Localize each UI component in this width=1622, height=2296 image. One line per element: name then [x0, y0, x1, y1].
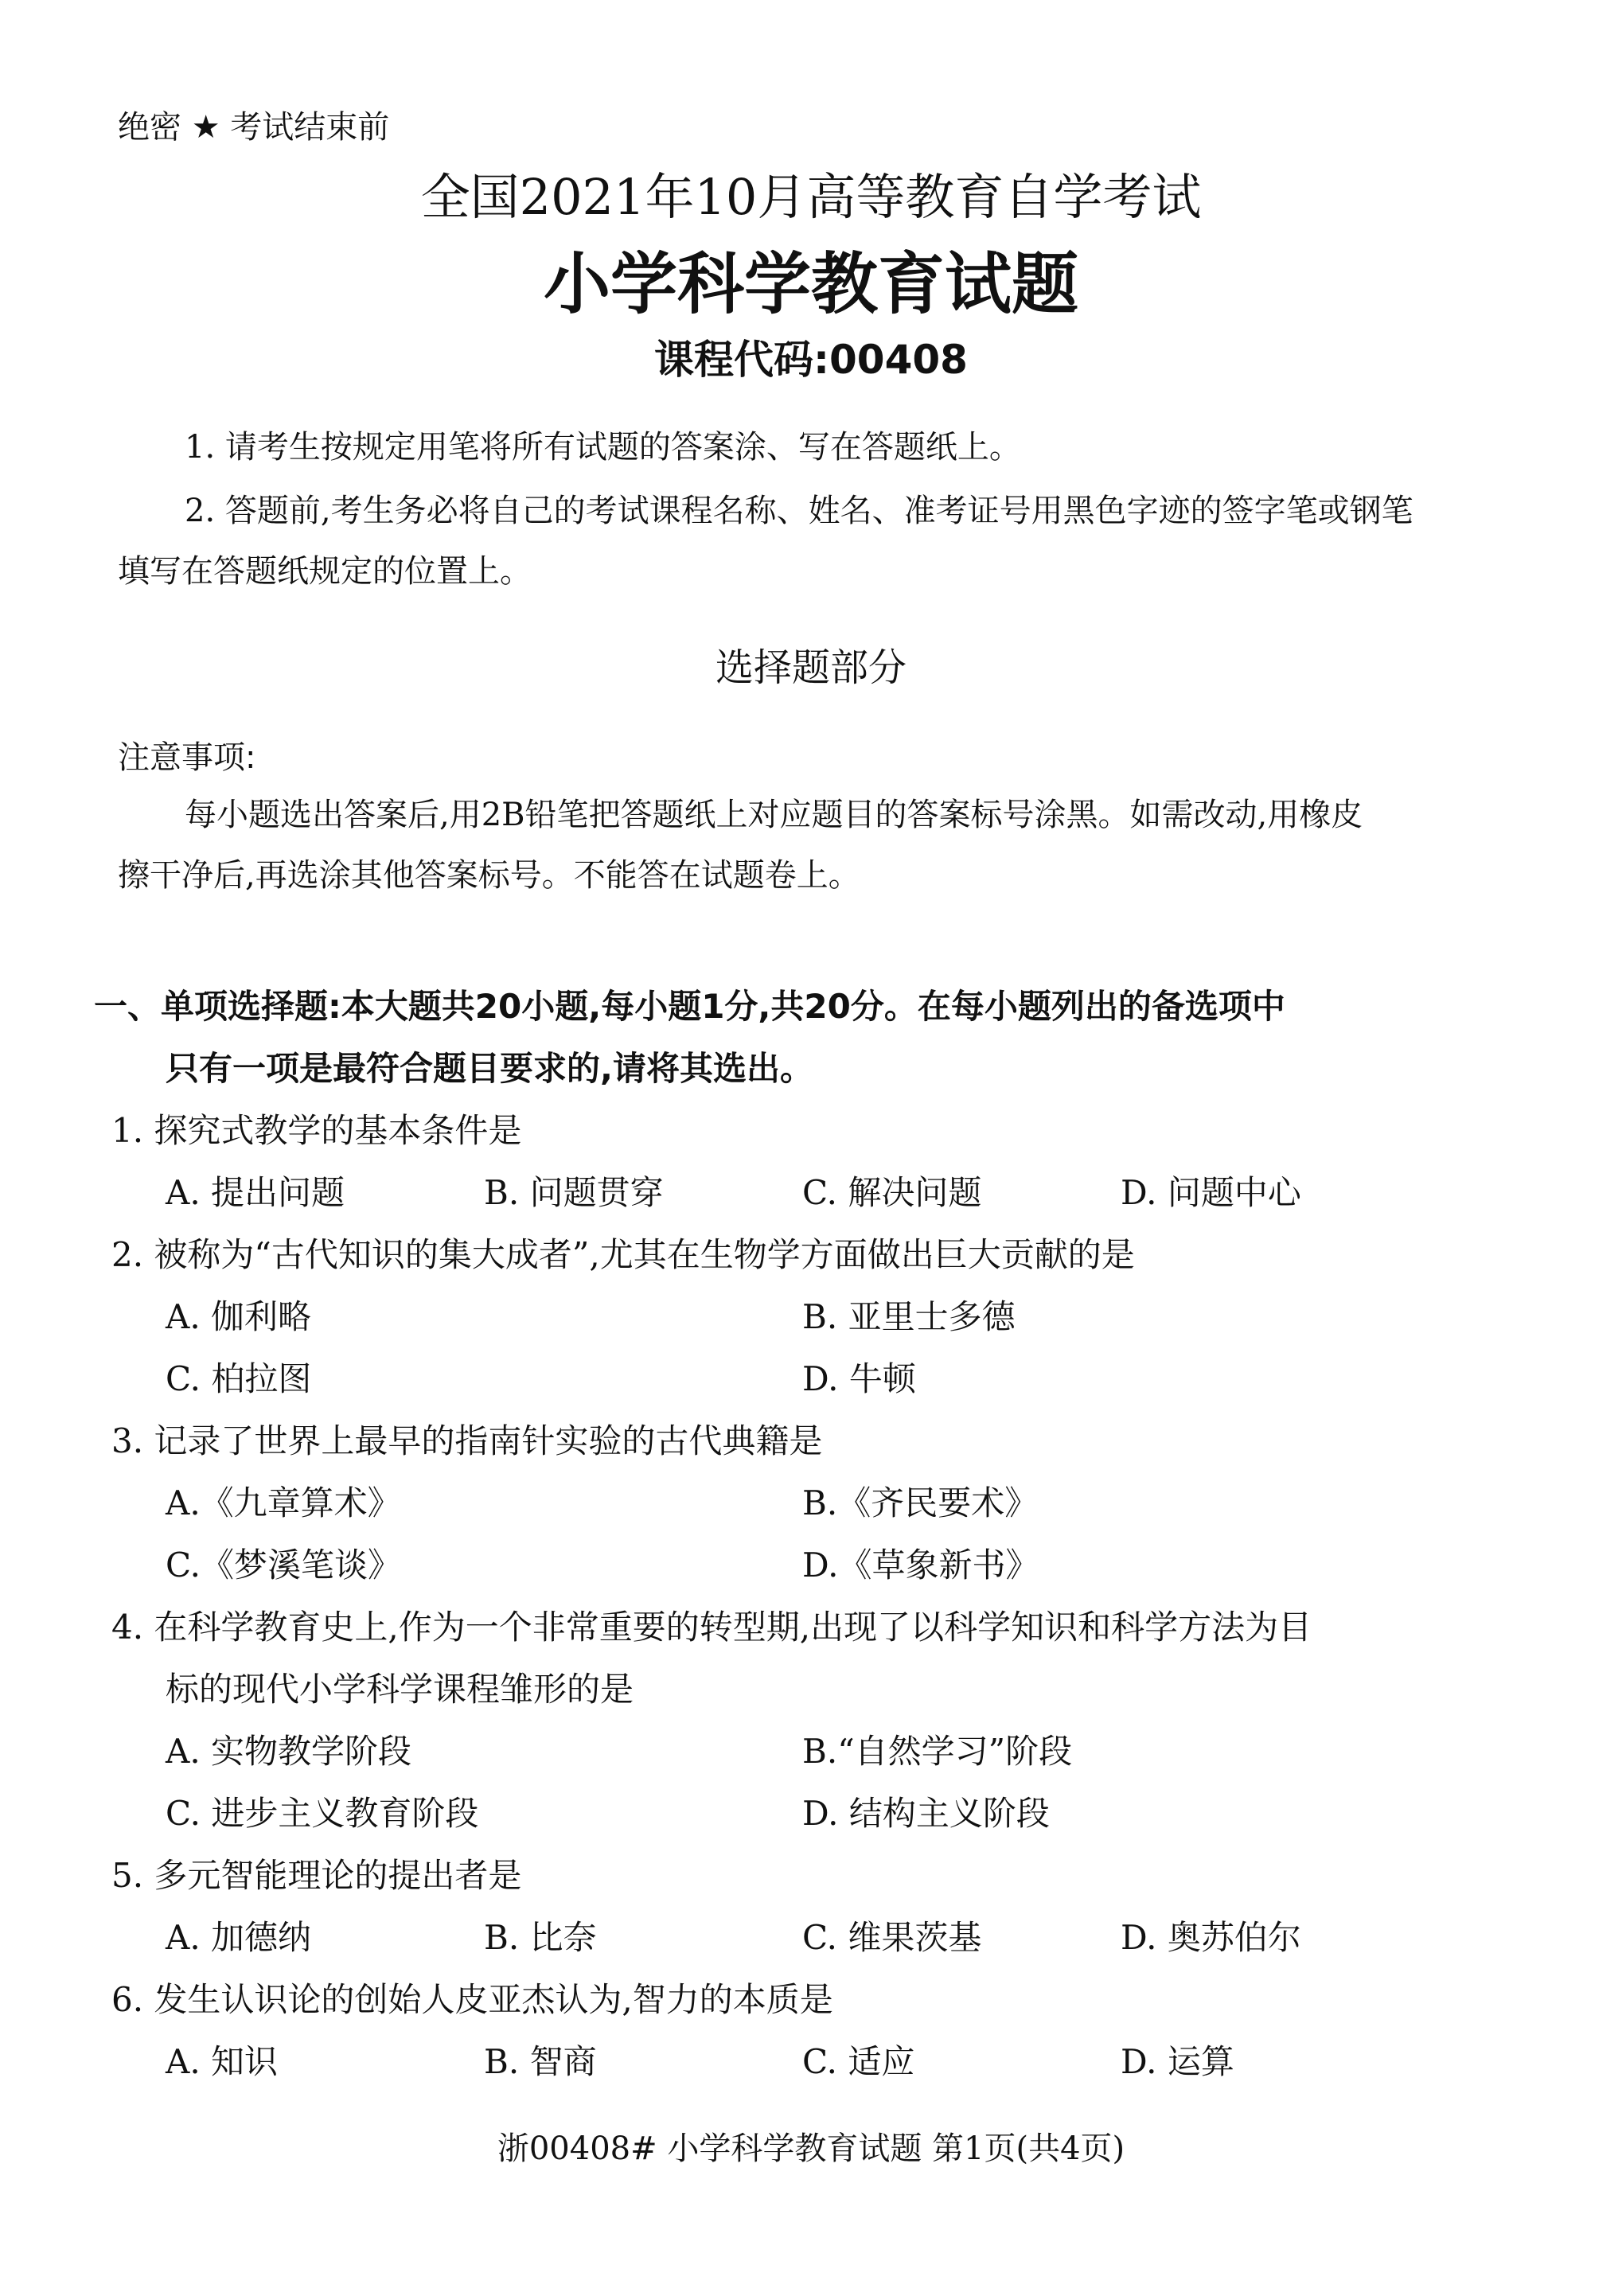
question-6-option-b: B. 智商 [484, 2042, 597, 2081]
part1-heading-line1: 一、单项选择题:本大题共20小题,每小题1分,共20分。在每小题列出的备选项中 [94, 987, 1285, 1026]
question-2-option-d: D. 牛顿 [802, 1359, 916, 1398]
question-5-option-a: A. 加德纳 [166, 1918, 312, 1957]
question-5-stem: 5. 多元智能理论的提出者是 [111, 1856, 522, 1895]
note-line-2: 擦干净后,再选涂其他答案标号。不能答在试题卷上。 [118, 857, 860, 894]
question-3-option-d: D.《草象新书》 [802, 1546, 1039, 1585]
part1-heading-line2: 只有一项是最符合题目要求的,请将其选出。 [166, 1049, 813, 1088]
question-4-option-b: B.“自然学习”阶段 [802, 1732, 1073, 1771]
question-6-stem: 6. 发生认识论的创始人皮亚杰认为,智力的本质是 [111, 1980, 833, 2019]
question-4-stem: 4. 在科学教育史上,作为一个非常重要的转型期,出现了以科学知识和科学方法为目 [111, 1608, 1312, 1647]
note-line-1: 每小题选出答案后,用2B铅笔把答题纸上对应题目的答案标号涂黑。如需改动,用橡皮 [185, 797, 1363, 833]
question-6-option-d: D. 运算 [1121, 2042, 1234, 2081]
question-5-option-d: D. 奥苏伯尔 [1121, 1918, 1301, 1957]
question-3-option-c: C.《梦溪笔谈》 [166, 1546, 401, 1585]
secret-mark: 绝密 ★ 考试结束前 [118, 109, 390, 146]
question-2-stem: 2. 被称为“古代知识的集大成者”,尤其在生物学方面做出巨大贡献的是 [111, 1235, 1135, 1274]
instruction-2-line1: 2. 答题前,考生务必将自己的考试课程名称、姓名、准考证号用黑色字迹的签字笔或钢笔 [185, 493, 1413, 529]
question-4-option-d: D. 结构主义阶段 [802, 1794, 1050, 1833]
instruction-2-line2: 填写在答题纸规定的位置上。 [118, 553, 532, 590]
page-footer: 浙00408# 小学科学教育试题 第1页(共4页) [497, 2130, 1125, 2167]
course-code: 课程代码:00408 [654, 337, 968, 383]
subject-title: 小学科学教育试题 [543, 245, 1078, 323]
question-1-option-d: D. 问题中心 [1121, 1173, 1301, 1212]
question-1-option-a: A. 提出问题 [166, 1173, 345, 1212]
note-title: 注意事项: [118, 739, 256, 776]
question-3-option-a: A.《九章算术》 [166, 1483, 401, 1522]
question-2-option-c: C. 柏拉图 [166, 1359, 312, 1398]
question-4-stem-line2: 标的现代小学科学课程雏形的是 [166, 1670, 634, 1709]
question-1-option-c: C. 解决问题 [802, 1173, 982, 1212]
exam-title: 全国2021年10月高等教育自学考试 [420, 168, 1202, 226]
question-6-option-a: A. 知识 [166, 2042, 279, 2081]
question-3-option-b: B.《齐民要术》 [802, 1483, 1039, 1522]
question-3-stem: 3. 记录了世界上最早的指南针实验的古代典籍是 [111, 1421, 823, 1460]
question-5-option-c: C. 维果茨基 [802, 1918, 982, 1957]
question-1-option-b: B. 问题贯穿 [484, 1173, 664, 1212]
question-5-option-b: B. 比奈 [484, 1918, 597, 1957]
instruction-1: 1. 请考生按规定用笔将所有试题的答案涂、写在答题纸上。 [185, 429, 1021, 466]
question-2-option-b: B. 亚里士多德 [802, 1297, 1016, 1336]
question-1-stem: 1. 探究式教学的基本条件是 [111, 1111, 522, 1150]
question-2-option-a: A. 伽利略 [166, 1297, 312, 1336]
question-4-option-a: A. 实物教学阶段 [166, 1732, 412, 1771]
question-6-option-c: C. 适应 [802, 2042, 915, 2081]
section-title: 选择题部分 [715, 645, 907, 690]
question-4-option-c: C. 进步主义教育阶段 [166, 1794, 479, 1833]
